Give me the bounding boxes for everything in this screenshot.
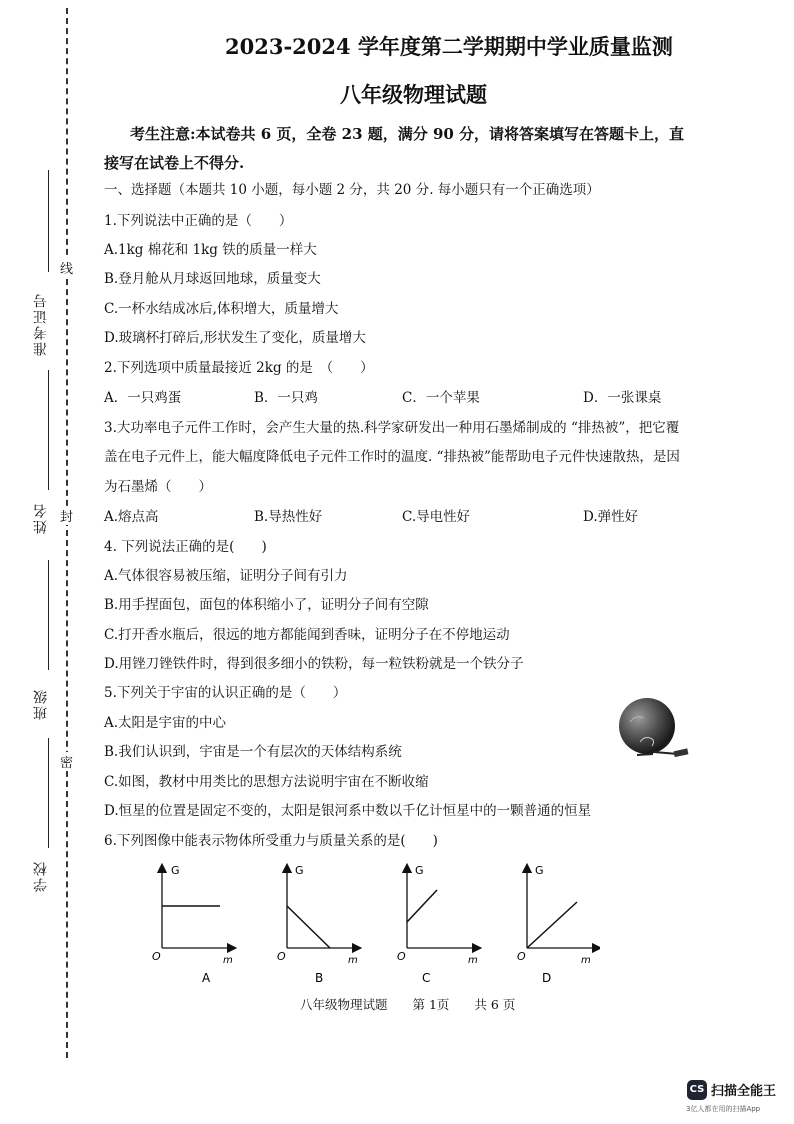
q2-option-d: D．一张课桌 <box>583 390 662 406</box>
graph-b-axis-m: m <box>348 955 358 966</box>
graph-a-label: A <box>202 971 211 985</box>
name-underline <box>48 560 49 670</box>
q3-line-1: 3.大功率电子元件工作时，会产生大量的热.科学家研发出一种用石墨烯制成的 “排热被”，把它覆 <box>104 420 680 436</box>
class-label: 班级 <box>33 688 49 720</box>
q2-option-c: C．一个苹果 <box>402 390 480 406</box>
graph-a-axis-m: m <box>223 955 233 966</box>
notice-line-2: 接写在试卷上不得分. <box>104 154 245 172</box>
camscanner-tagline: 3亿人都在用的扫描App <box>686 1105 761 1113</box>
graph-c-axis-g: G <box>415 864 424 877</box>
exam-subtitle: 八年级物理试题 <box>340 82 487 107</box>
graph-d-axis-m: m <box>581 955 591 966</box>
binding-dashed-line <box>66 8 68 1058</box>
page-footer: 八年级物理试题 第 1页 共 6 页 <box>300 997 516 1012</box>
exam-id-underline <box>48 170 49 272</box>
class-underline <box>48 738 49 848</box>
graph-d <box>517 864 597 985</box>
q5-option-b: B.我们认识到，宇宙是一个有层次的天体结构系统 <box>104 744 402 760</box>
graph-d-origin: O <box>517 950 526 963</box>
school-label: 学校 <box>33 860 49 892</box>
q2-option-a: A．一只鸡蛋 <box>104 390 182 406</box>
q3-option-a: A.熔点高 <box>104 509 159 525</box>
graph-a <box>152 864 233 985</box>
graph-c-axis-m: m <box>468 955 478 966</box>
q5-option-a: A.太阳是宇宙的中心 <box>104 715 227 731</box>
q4-option-c: C.打开香水瓶后，很远的地方都能闻到香味，证明分子在不停地运动 <box>104 627 510 643</box>
graph-b-origin: O <box>277 950 286 963</box>
camscanner-name: 扫描全能王 <box>711 1084 777 1099</box>
graph-d-label: D <box>542 971 552 985</box>
q6-graphs <box>140 860 600 985</box>
q3-option-d: D.弹性好 <box>583 509 639 525</box>
seal-line-char: 线 <box>60 258 73 277</box>
seal-dense-char: 密 <box>60 752 73 771</box>
balloon-pump-illustration <box>610 692 695 772</box>
graph-d-axis-g: G <box>535 864 544 877</box>
graph-a-axis-g: G <box>171 864 180 877</box>
graph-b-label: B <box>315 971 324 985</box>
q4-option-b: B.用手捏面包，面包的体积缩小了，证明分子间有空隙 <box>104 597 429 613</box>
exam-id-underline-2 <box>48 370 49 490</box>
q2-stem: 2.下列选项中质量最接近 2kg 的是 （ ） <box>104 360 374 376</box>
seal-seal-char: 封 <box>60 506 73 525</box>
q4-option-a: A.气体很容易被压缩，证明分子间有引力 <box>104 568 348 584</box>
q1-option-a: A.1kg 棉花和 1kg 铁的质量一样大 <box>104 242 317 258</box>
q5-stem: 5.下列关于宇宙的认识正确的是（ ） <box>104 685 347 701</box>
q4-stem: 4. 下列说法正确的是( ) <box>104 539 267 555</box>
exam-id-label: 准考证号 <box>33 292 49 356</box>
q1-option-b: B.登月舱从月球返回地球，质量变大 <box>104 271 321 287</box>
graph-c-label: C <box>422 971 431 985</box>
q3-option-c: C.导电性好 <box>402 509 471 525</box>
notice-line-1: 考生注意:本试卷共 6 页，全卷 23 题，满分 90 分，请将答案填写在答题卡上，直 <box>130 125 685 143</box>
q6-stem: 6.下列图像中能表示物体所受重力与质量关系的是( ) <box>104 833 438 849</box>
graph-c <box>397 864 478 985</box>
q3-option-b: B.导热性好 <box>254 509 323 525</box>
camscanner-logo-icon: CS <box>687 1080 707 1100</box>
q3-line-2: 盖在电子元件上，能大幅度降低电子元件工作时的温度. “排热被”能帮助电子元件快速散热，是因 <box>104 449 680 465</box>
q1-option-d: D.玻璃杯打碎后,形状发生了变化，质量增大 <box>104 330 366 346</box>
q3-line-3: 为石墨烯（ ） <box>104 479 212 495</box>
section-heading: 一、选择题（本题共 10 小题，每小题 2 分，共 20 分. 每小题只有一个正确选项） <box>104 182 600 198</box>
q1-stem: 1.下列说法中正确的是（ ） <box>104 213 293 229</box>
graph-a-origin: O <box>152 950 161 963</box>
q1-option-c: C.一杯水结成冰后,体积增大，质量增大 <box>104 301 339 317</box>
q4-option-d: D.用锉刀锉铁件时，得到很多细小的铁粉，每一粒铁粉就是一个铁分子 <box>104 656 524 672</box>
q2-option-b: B．一只鸡 <box>254 390 318 406</box>
name-label: 姓名 <box>33 502 49 534</box>
q5-option-c: C.如图，教材中用类比的思想方法说明宇宙在不断收缩 <box>104 774 429 790</box>
exam-title: 2023-2024 学年度第二学期期中学业质量监测 <box>225 34 673 59</box>
graph-b <box>277 864 358 985</box>
graph-c-origin: O <box>397 950 406 963</box>
q5-option-d: D.恒星的位置是固定不变的，太阳是银河系中数以千亿计恒星中的一颗普通的恒星 <box>104 803 592 819</box>
graph-b-axis-g: G <box>295 864 304 877</box>
